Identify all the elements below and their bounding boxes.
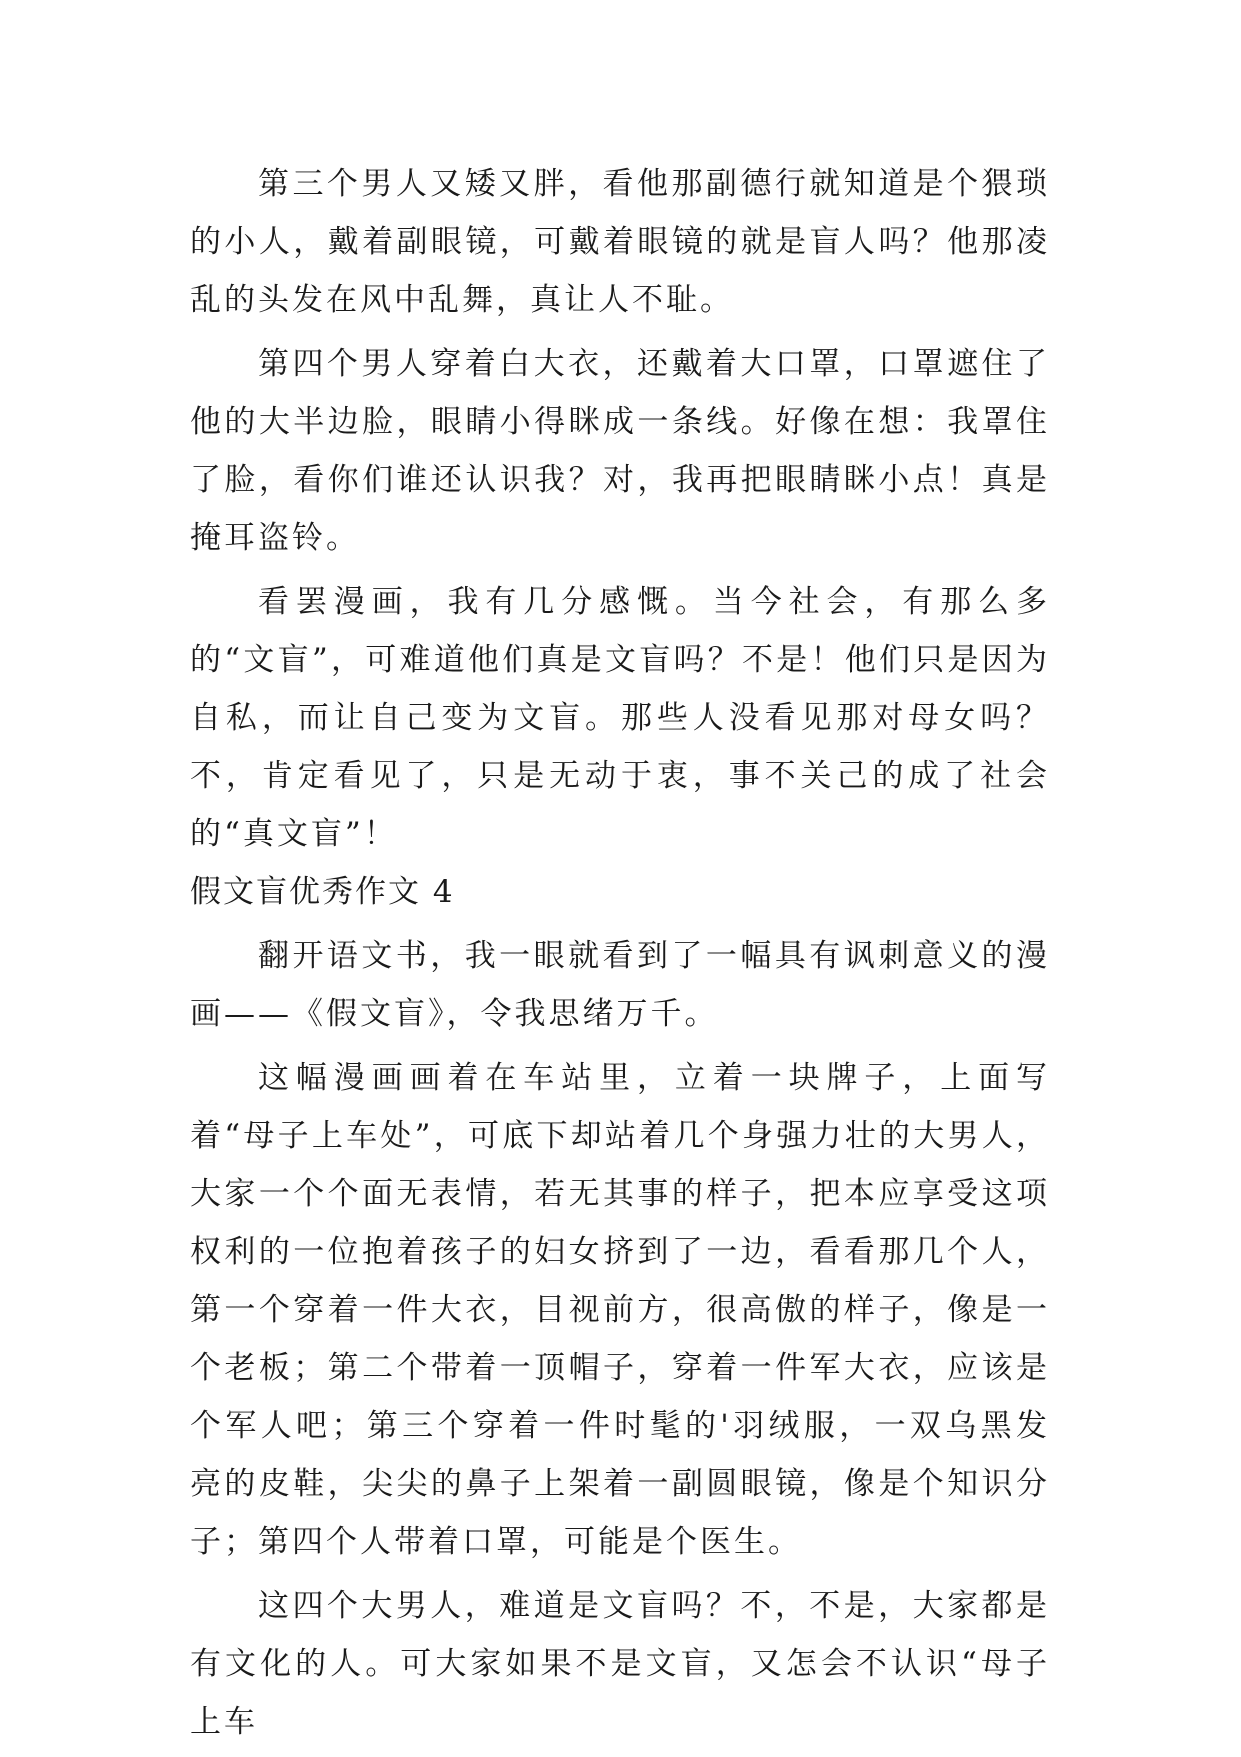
paragraph-fourth-man: 第四个男人穿着白大衣，还戴着大口罩，口罩遮住了他的大半边脸，眼睛小得眯成一条线。好像在想：我罩住了脸，看你们谁还认识我？对，我再把眼睛眯小点！真是掩耳盗铃。 [190,346,1050,556]
essay-body [190,155,1050,1757]
paragraph-question: 这四个大男人，难道是文盲吗？不，不是，大家都是有文化的人。可大家如果不是文盲，又怎会不认识“母子上车 [190,1588,1050,1740]
paragraph-opening: 翻开语文书，我一眼就看到了一幅具有讽刺意义的漫画——《假文盲》，令我思绪万千。 [190,938,1050,1032]
paragraph-third-man: 第三个男人又矮又胖，看他那副德行就知道是个猥琐的小人，戴着副眼镜，可戴着眼镜的就是盲人吗？他那凌乱的头发在风中乱舞，真让人不耻。 [190,166,1050,318]
paragraph-description: 这幅漫画画着在车站里，立着一块牌子，上面写着“母子上车处”，可底下却站着几个身强力壮的大男人，大家一个个面无表情，若无其事的样子，把本应享受这项权利的一位抱着孩子的妇女挤到了一边，看看那几个人，第一个穿着一件大衣，目视前方，很高傲的样子，像是一个老板；第二个带着一顶帽子，穿着一件军大衣，应该是个军人吧；第三个穿着一件时髦的'羽绒服，一双乌黑发亮的皮鞋，尖尖的鼻子上架着一副圆眼镜，像是个知识分子；第四个人带着口罩，可能是个医生。 [190,1060,1050,1560]
essay-heading: 假文盲优秀作文 4 [190,874,455,910]
paragraph-reflection: 看罢漫画，我有几分感慨。当今社会，有那么多的“文盲”，可难道他们真是文盲吗？不是！他们只是因为自私，而让自己变为文盲。那些人没看见那对母女吗？不，肯定看见了，只是无动于衷，事不关己的成了社会的“真文盲”！ [190,584,1050,852]
